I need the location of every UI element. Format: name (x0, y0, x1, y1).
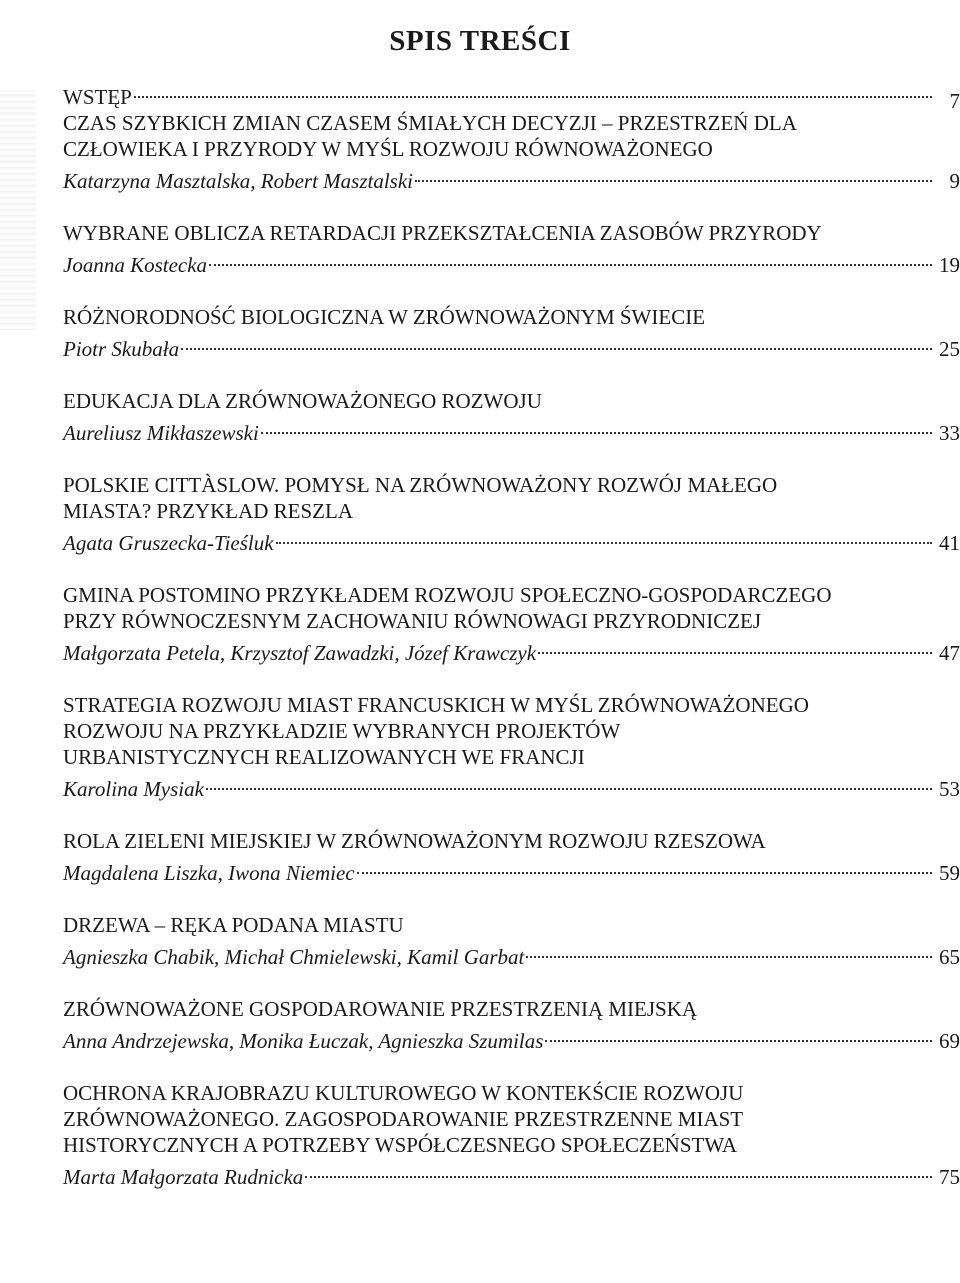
toc-intro-line (63, 78, 960, 113)
toc-entry-title-line: CZAS SZYBKICH ZMIAN CZASEM ŚMIAŁYCH DECYZJI – PRZESTRZEŃ DLA (63, 111, 797, 135)
toc-entry-title-line: PRZY RÓWNOCZESNYM ZACHOWANIU RÓWNOWAGI PRZYRODNICZEJ (63, 609, 762, 633)
toc-entry-authors: Joanna Kostecka (63, 253, 208, 277)
dot-leader (276, 524, 932, 550)
toc-entry-intro[interactable] (63, 78, 960, 113)
toc-entry-title-line: RÓŻNORODNOŚĆ BIOLOGICZNA W ZRÓWNOWAŻONYM ŚWIECIE (63, 305, 706, 329)
toc-entry-author-line (63, 854, 960, 886)
toc-entry-title-line: GMINA POSTOMINO PRZYKŁADEM ROZWOJU SPOŁECZNO-GOSPODARCZEGO (63, 583, 832, 607)
toc-entry-authors: Małgorzata Petela, Krzysztof Zawadzki, Józef Krawczyk (63, 641, 537, 665)
toc-entry-list (63, 110, 960, 1190)
toc-entry-author-line (63, 770, 960, 802)
toc-entry-author-line (63, 1022, 960, 1054)
toc-page-number: 7 (949, 89, 960, 113)
toc-entry-title-line: EDUKACJA DLA ZRÓWNOWAŻONEGO ROZWOJU (63, 389, 542, 413)
toc-entry-title-line: URBANISTYCZNYCH REALIZOWANYCH WE FRANCJI (63, 745, 585, 769)
toc-page-number: 75 (939, 1165, 960, 1189)
dot-leader (134, 78, 932, 104)
toc-entry-title-line: WYBRANE OBLICZA RETARDACJI PRZEKSZTAŁCENIA ZASOBÓW PRZYRODY (63, 221, 822, 245)
toc-entry-authors: Magdalena Liszka, Iwona Niemiec (63, 861, 355, 885)
page-title: SPIS TREŚCI (389, 25, 571, 58)
toc-page-number: 59 (939, 861, 960, 885)
toc-entry-authors: Agnieszka Chabik, Michał Chmielewski, Kamil Garbat (63, 945, 525, 969)
toc-page-number: 41 (939, 531, 960, 555)
toc-entry[interactable] (63, 1080, 960, 1190)
toc-entry-title-line: ROLA ZIELENI MIEJSKIEJ W ZRÓWNOWAŻONYM ROZWOJU RZESZOWA (63, 829, 766, 853)
toc-entry-authors: Anna Andrzejewska, Monika Łuczak, Agnieszka Szumilas (63, 1029, 544, 1053)
toc-entry[interactable] (63, 388, 960, 446)
toc-entry-title-line: MIASTA? PRZYKŁAD RESZLA (63, 499, 353, 523)
toc-entry[interactable] (63, 996, 960, 1054)
toc-entry-author-line (63, 414, 960, 446)
dot-leader (415, 162, 932, 188)
dot-leader (526, 938, 932, 964)
toc-entry-author-line (63, 162, 960, 194)
toc-entry-authors: Marta Małgorzata Rudnicka (63, 1165, 304, 1189)
toc-entry-title-line: OCHRONA KRAJOBRAZU KULTUROWEGO W KONTEKŚCIE ROZWOJU (63, 1081, 744, 1105)
toc-entry-author-line (63, 330, 960, 362)
scan-edge-artifact (0, 90, 36, 330)
toc-entry-title-line: DRZEWA – RĘKA PODANA MIASTU (63, 913, 404, 937)
toc-entry[interactable] (63, 692, 960, 802)
table-of-contents (63, 72, 960, 1190)
toc-page-number: 53 (939, 777, 960, 801)
dot-leader (305, 1158, 932, 1184)
toc-entry[interactable] (63, 220, 960, 278)
dot-leader (206, 770, 932, 796)
toc-page-number: 69 (939, 1029, 960, 1053)
toc-intro-title: WSTĘP (63, 85, 132, 109)
toc-entry-authors: Agata Gruszecka-Tieśluk (63, 531, 274, 555)
toc-entry-authors: Karolina Mysiak (63, 777, 204, 801)
toc-entry-authors: Piotr Skubała (63, 337, 180, 361)
toc-entry[interactable] (63, 828, 960, 886)
toc-entry-author-line (63, 524, 960, 556)
toc-entry-title-line: ROZWOJU NA PRZYKŁADZIE WYBRANYCH PROJEKTÓW (63, 719, 621, 743)
toc-entry-title-line: HISTORYCZNYCH A POTRZEBY WSPÓŁCZESNEGO SPOŁECZEŃSTWA (63, 1133, 738, 1157)
toc-entry[interactable] (63, 472, 960, 556)
toc-entry-authors: Aureliusz Mikłaszewski (63, 421, 259, 445)
toc-entry[interactable] (63, 582, 960, 666)
dot-leader (261, 414, 932, 440)
toc-entry-author-line (63, 634, 960, 666)
toc-entry-author-line (63, 246, 960, 278)
toc-entry-title-line: ZRÓWNOWAŻONE GOSPODAROWANIE PRZESTRZENIĄ MIEJSKĄ (63, 997, 698, 1021)
toc-page-number: 9 (949, 169, 960, 193)
toc-page-number: 47 (939, 641, 960, 665)
dot-leader (209, 246, 932, 272)
toc-page-number: 33 (939, 421, 960, 445)
toc-entry[interactable] (63, 110, 960, 194)
toc-entry-title-line: ZRÓWNOWAŻONEGO. ZAGOSPODAROWANIE PRZESTRZENNE MIAST (63, 1107, 744, 1131)
toc-entry-author-line (63, 1158, 960, 1190)
toc-entry-authors: Katarzyna Masztalska, Robert Masztalski (63, 169, 413, 193)
toc-entry-title-line: STRATEGIA ROZWOJU MIAST FRANCUSKICH W MYŚL ZRÓWNOWAŻONEGO (63, 693, 809, 717)
toc-page-number: 65 (939, 945, 960, 969)
dot-leader (357, 854, 932, 880)
toc-entry-title-line: CZŁOWIEKA I PRZYRODY W MYŚL ROZWOJU RÓWNOWAŻONEGO (63, 137, 713, 161)
dot-leader (181, 330, 932, 356)
toc-entry[interactable] (63, 304, 960, 362)
toc-entry-author-line (63, 938, 960, 970)
toc-page-number: 19 (939, 253, 960, 277)
toc-page-number: 25 (939, 337, 960, 361)
toc-entry[interactable] (63, 912, 960, 970)
dot-leader (545, 1022, 932, 1048)
toc-entry-title-line: POLSKIE CITTÀSLOW. POMYSŁ NA ZRÓWNOWAŻONY ROZWÓJ MAŁEGO (63, 473, 778, 497)
dot-leader (538, 634, 932, 660)
